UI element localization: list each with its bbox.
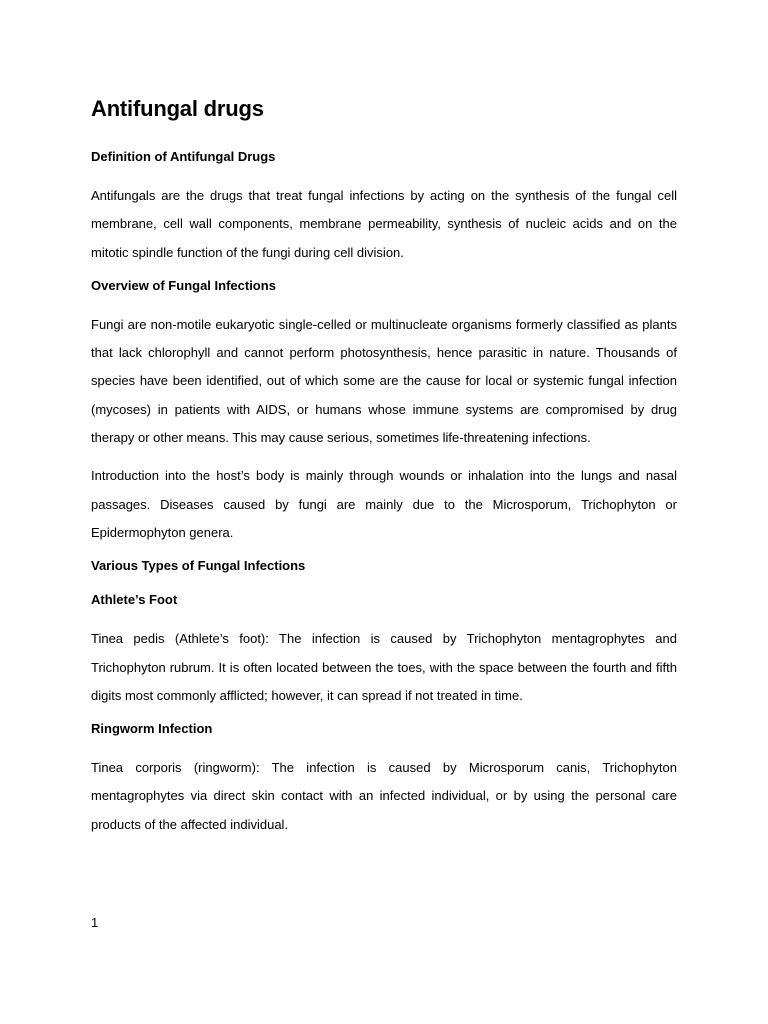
paragraph-introduction: Introduction into the host’s body is mainly through wounds or inhalation into the lungs and nasal passages. Diseases caused by fungi are mainly due to the Microsporum, Trichophyton or Epidermophyton genera.	[91, 468, 677, 540]
section-heading-definition: Definition of Antifungal Drugs	[91, 149, 276, 164]
section-heading-overview: Overview of Fungal Infections	[91, 277, 276, 293]
paragraph-overview: Fungi are non-motile eukaryotic single-celled or multinucleate organisms formerly classified as plants that lack chlorophyll and cannot perform photosynthesis, hence parasitic in nature. Thousands of species have been identified, out of which some are the cause for local or systemic fungal infection (mycoses) in patients with AIDS, or humans whose immune systems are compromised by drug therapy or other means. This may cause serious, sometimes life-threatening infections.	[91, 316, 677, 446]
section-heading-athletes-foot: Athlete’s Foot	[91, 592, 178, 608]
paragraph-definition: Antifungals are the drugs that treat fungal infections by acting on the synthesis of the fungal cell membrane, cell wall components, membrane permeability, synthesis of nucleic acids and on the mitotic spindle function of the fungi during cell division.	[91, 188, 677, 260]
section-heading-types: Various Types of Fungal Infections	[91, 558, 306, 574]
section-heading-ringworm: Ringworm Infection	[91, 721, 213, 737]
paragraph-athletes-foot: Tinea pedis (Athlete’s foot): The infection is caused by Trichophyton mentagrophytes and Trichophyton rubrum. It is often located between the toes, with the space between the fourth and fifth digits most commonly afflicted; however, it can spread if not treated in time.	[91, 631, 677, 703]
document-page	[91, 96, 677, 849]
document-title: Antifungal drugs	[91, 96, 264, 121]
paragraph-ringworm: Tinea corporis (ringworm): The infection is caused by Microsporum canis, Trichophyton mentagrophytes via direct skin contact with an infected individual, or by using the personal care products of the affected individual.	[91, 760, 677, 832]
page-number: 1	[91, 915, 99, 930]
